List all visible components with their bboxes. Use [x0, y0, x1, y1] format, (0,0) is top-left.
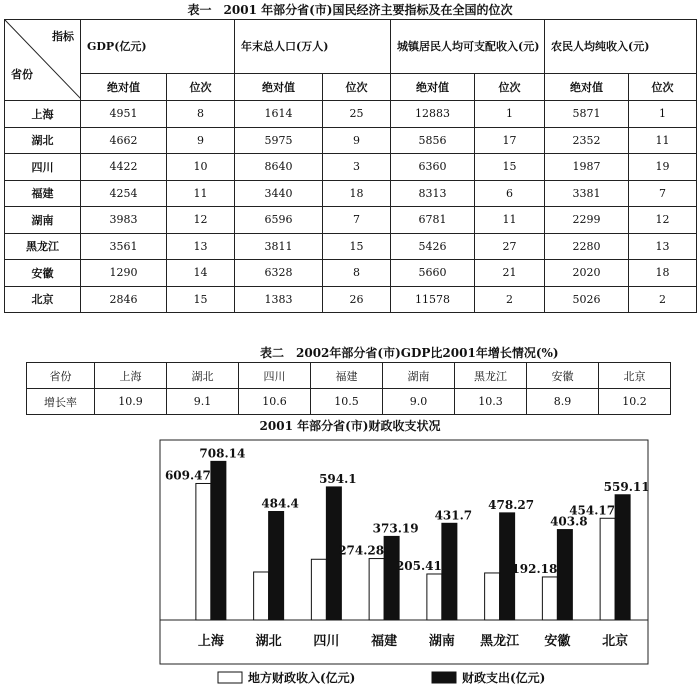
chart-frame — [160, 440, 648, 664]
table-cell: 1 — [629, 101, 697, 128]
table-cell: 13 — [629, 233, 697, 260]
table-cell: 2299 — [545, 207, 629, 234]
bar-revenue — [369, 559, 384, 620]
corner-label-province: 省份 — [11, 68, 33, 81]
group-header-urban-income: 城镇居民人均可支配收入(元) — [391, 20, 545, 74]
table-cell: 4662 — [81, 127, 167, 154]
bar-revenue — [427, 574, 442, 620]
category-label: 湖北 — [255, 634, 282, 649]
bar-expenditure — [557, 530, 572, 620]
table-cell: 北京 — [599, 363, 671, 389]
table-cell: 1614 — [235, 101, 323, 128]
category-label: 福建 — [371, 634, 398, 649]
table-cell: 2846 — [81, 286, 167, 313]
table-cell: 5856 — [391, 127, 475, 154]
table-cell: 9 — [323, 127, 391, 154]
table-cell: 18 — [629, 260, 697, 287]
table-cell: 3983 — [81, 207, 167, 234]
table-cell: 10.9 — [95, 389, 167, 415]
table-cell: 2 — [475, 286, 545, 313]
sub-header: 绝对值 — [235, 74, 323, 101]
table-cell: 8640 — [235, 154, 323, 181]
table-cell: 12883 — [391, 101, 475, 128]
table-cell: 2280 — [545, 233, 629, 260]
province-cell: 四川 — [5, 154, 81, 181]
table-cell: 6781 — [391, 207, 475, 234]
table-cell: 1987 — [545, 154, 629, 181]
row-label-province: 省份 — [27, 363, 95, 389]
province-cell: 北京 — [5, 286, 81, 313]
category-label: 湖南 — [428, 634, 455, 649]
data-label-revenue: 205.41 — [395, 558, 442, 573]
table-cell: 8 — [323, 260, 391, 287]
table-cell: 5426 — [391, 233, 475, 260]
legend-label-expenditure: 财政支出(亿元) — [462, 671, 546, 685]
table-cell: 15 — [475, 154, 545, 181]
legend-swatch-expenditure — [432, 672, 456, 683]
table-cell: 8313 — [391, 180, 475, 207]
table-cell: 上海 — [95, 363, 167, 389]
bar-expenditure — [384, 536, 399, 620]
table-cell: 11 — [629, 127, 697, 154]
table-cell: 27 — [475, 233, 545, 260]
table-cell: 4254 — [81, 180, 167, 207]
legend-swatch-revenue — [218, 672, 242, 683]
table-cell: 安徽 — [527, 363, 599, 389]
province-cell: 湖南 — [5, 207, 81, 234]
table-cell: 4422 — [81, 154, 167, 181]
sub-header: 位次 — [475, 74, 545, 101]
data-label-revenue: 192.18 — [511, 561, 558, 576]
bar-revenue — [254, 572, 269, 620]
table-cell: 6328 — [235, 260, 323, 287]
table-cell: 7 — [323, 207, 391, 234]
category-label: 黑龙江 — [480, 634, 520, 649]
table-cell: 18 — [323, 180, 391, 207]
sub-header: 位次 — [167, 74, 235, 101]
table-cell: 15 — [167, 286, 235, 313]
table-cell: 13 — [167, 233, 235, 260]
bar-revenue — [196, 483, 211, 620]
table-cell: 2352 — [545, 127, 629, 154]
table-cell: 7 — [629, 180, 697, 207]
table-cell: 10.6 — [239, 389, 311, 415]
table-cell: 12 — [629, 207, 697, 234]
table-cell: 21 — [475, 260, 545, 287]
table-cell: 2 — [629, 286, 697, 313]
table-cell: 5975 — [235, 127, 323, 154]
table-cell: 1 — [475, 101, 545, 128]
province-cell: 湖北 — [5, 127, 81, 154]
table-cell: 3 — [323, 154, 391, 181]
table-cell: 3811 — [235, 233, 323, 260]
data-label-expenditure: 373.19 — [372, 521, 419, 536]
table-cell: 8 — [167, 101, 235, 128]
table1-title: 表一 2001 年部分省(市)国民经济主要指标及在全国的位次 — [187, 3, 513, 17]
group-header-gdp: GDP(亿元) — [81, 20, 235, 74]
sub-header: 绝对值 — [391, 74, 475, 101]
table-cell: 10 — [167, 154, 235, 181]
table-cell: 2020 — [545, 260, 629, 287]
table-cell: 黑龙江 — [455, 363, 527, 389]
corner-label-indicator: 指标 — [52, 30, 74, 43]
table-cell: 11 — [167, 180, 235, 207]
sub-header: 位次 — [629, 74, 697, 101]
sub-header: 绝对值 — [81, 74, 167, 101]
bar-revenue — [600, 518, 615, 620]
data-label-expenditure: 708.14 — [199, 446, 246, 461]
group-header-population: 年末总人口(万人) — [235, 20, 391, 74]
group-header-rural-income: 农民人均纯收入(元) — [545, 20, 697, 74]
table-cell: 湖南 — [383, 363, 455, 389]
data-label-expenditure: 594.1 — [319, 471, 357, 486]
province-cell: 福建 — [5, 180, 81, 207]
table-cell: 四川 — [239, 363, 311, 389]
category-label: 安徽 — [544, 634, 571, 649]
table2-title: 表二 2002年部分省(市)GDP比2001年增长情况(%) — [260, 346, 559, 360]
table-cell: 3561 — [81, 233, 167, 260]
row-label-growth-rate: 增长率 — [27, 389, 95, 415]
bar-expenditure — [269, 511, 284, 620]
data-label-expenditure: 431.7 — [434, 508, 473, 523]
category-label: 上海 — [197, 634, 224, 649]
table-cell: 12 — [167, 207, 235, 234]
category-label: 四川 — [313, 634, 340, 649]
table-cell: 10.2 — [599, 389, 671, 415]
data-label-expenditure: 478.27 — [488, 497, 535, 512]
bar-revenue — [311, 559, 326, 620]
table-cell: 5026 — [545, 286, 629, 313]
table-cell: 19 — [629, 154, 697, 181]
table-cell: 福建 — [311, 363, 383, 389]
bar-expenditure — [211, 461, 226, 620]
province-cell: 上海 — [5, 101, 81, 128]
table-cell: 11578 — [391, 286, 475, 313]
chart-title: 2001 年部分省(市)财政收支状况 — [259, 419, 441, 433]
table-cell: 5871 — [545, 101, 629, 128]
table-cell: 1290 — [81, 260, 167, 287]
data-label-revenue: 274.28 — [338, 543, 385, 558]
legend-label-revenue: 地方财政收入(亿元) — [248, 671, 356, 685]
data-label-revenue: 609.47 — [164, 468, 211, 483]
table-cell: 15 — [323, 233, 391, 260]
table-cell: 3381 — [545, 180, 629, 207]
table-cell: 11 — [475, 207, 545, 234]
table-cell: 17 — [475, 127, 545, 154]
sub-header: 绝对值 — [545, 74, 629, 101]
category-label: 北京 — [602, 634, 629, 649]
province-cell: 安徽 — [5, 260, 81, 287]
table-cell: 26 — [323, 286, 391, 313]
table-cell: 6596 — [235, 207, 323, 234]
province-cell: 黑龙江 — [5, 233, 81, 260]
table-cell: 1383 — [235, 286, 323, 313]
bar-expenditure — [615, 495, 630, 620]
table-cell: 3440 — [235, 180, 323, 207]
table-cell: 4951 — [81, 101, 167, 128]
table-cell: 9.0 — [383, 389, 455, 415]
table-cell: 6360 — [391, 154, 475, 181]
table-cell: 25 — [323, 101, 391, 128]
table-cell: 9.1 — [167, 389, 239, 415]
data-label-expenditure: 559.11 — [603, 479, 650, 494]
data-label-expenditure: 484.4 — [261, 496, 299, 511]
sub-header: 位次 — [323, 74, 391, 101]
bar-expenditure — [442, 523, 457, 620]
table-cell: 湖北 — [167, 363, 239, 389]
data-label-revenue: 454.17 — [569, 503, 616, 518]
bar-revenue — [542, 577, 557, 620]
table-cell: 5660 — [391, 260, 475, 287]
table-cell: 9 — [167, 127, 235, 154]
data-label-expenditure: 403.8 — [550, 514, 588, 529]
table-cell: 10.3 — [455, 389, 527, 415]
bar-revenue — [485, 573, 500, 620]
table-cell: 14 — [167, 260, 235, 287]
table-cell: 8.9 — [527, 389, 599, 415]
table-cell: 6 — [475, 180, 545, 207]
table-cell: 10.5 — [311, 389, 383, 415]
